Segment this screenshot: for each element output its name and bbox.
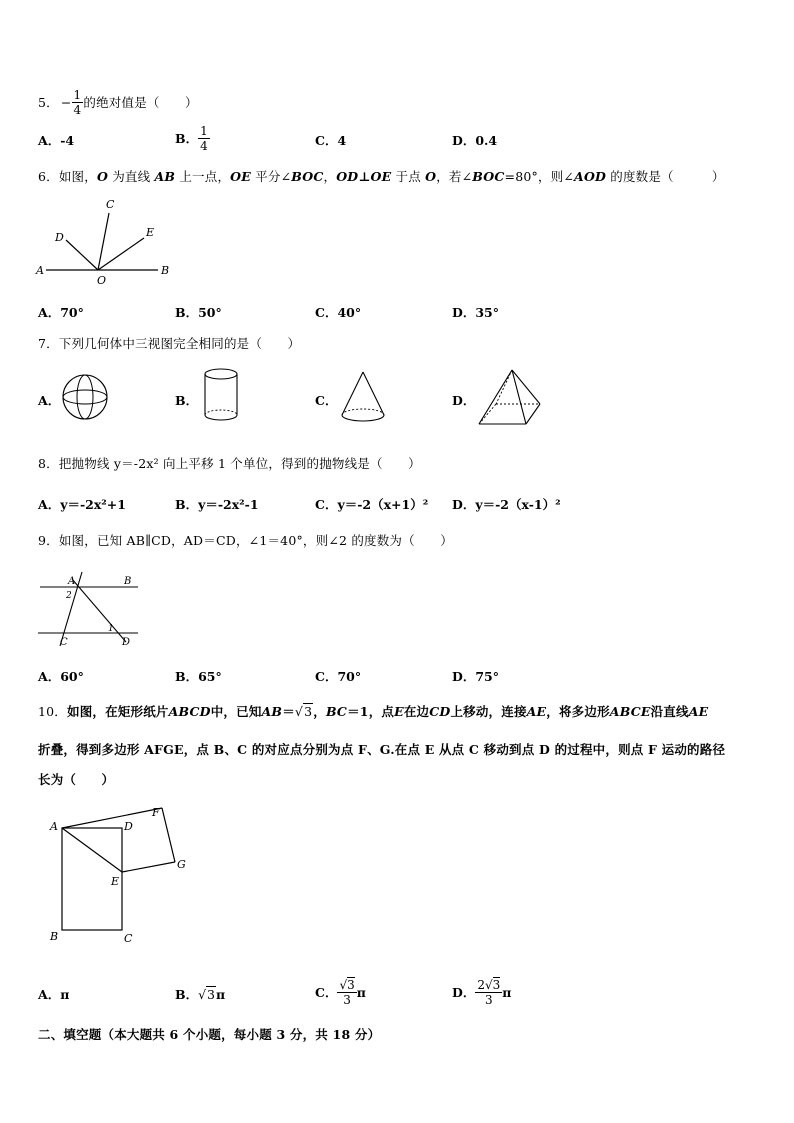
option-text: π	[216, 987, 226, 1002]
q7-stem	[38, 334, 300, 352]
q8-option-c[interactable]	[315, 495, 428, 513]
option-text: π	[60, 987, 70, 1002]
option-text: y＝-2（x-1）²	[475, 497, 561, 512]
label-d: D	[55, 231, 64, 244]
option-label: A．	[38, 133, 61, 148]
option-text: -4	[60, 133, 75, 148]
ray-oc	[98, 213, 109, 270]
q10-var: AE	[526, 703, 547, 719]
q6-var: OD⊥OE	[336, 169, 392, 184]
q5-stem	[38, 86, 198, 118]
q7-option-b[interactable]	[175, 391, 198, 409]
label-a: A	[68, 576, 76, 587]
option-label: B．	[175, 393, 199, 408]
q8-option-b[interactable]	[175, 495, 259, 513]
q5-fraction-denominator: 4	[73, 102, 82, 117]
q9-number: 9．	[38, 533, 59, 548]
q10-option-b[interactable]	[175, 985, 225, 1003]
q10-text: 沿直线	[650, 704, 689, 719]
section-2-title: 二、填空题（本大题共 6 个小题，每小题 3 分，共 18 分）	[38, 1027, 381, 1042]
q10-var: BC	[325, 703, 348, 719]
option-fraction	[337, 978, 356, 1007]
option-label: A．	[38, 669, 61, 684]
q5-fraction	[72, 88, 84, 117]
option-label: C．	[315, 305, 338, 320]
label-d: D	[122, 637, 131, 648]
option-text: 4	[337, 133, 347, 148]
q10-var: AB	[261, 703, 283, 719]
q6-text: =80°，则∠	[504, 169, 575, 184]
option-text: π	[356, 984, 366, 1000]
q9-option-b[interactable]	[175, 667, 222, 685]
option-label: A．	[38, 305, 61, 320]
fraction-numerator: 2√3	[477, 977, 501, 992]
q6-option-a[interactable]	[38, 303, 84, 321]
q6-text: 上一点，	[175, 169, 231, 184]
option-label: A．	[38, 393, 61, 408]
label-e: E	[146, 226, 155, 239]
q5-option-b[interactable]	[175, 120, 210, 156]
q10-var: E	[394, 703, 404, 719]
q10-text: ＝1，点	[347, 704, 395, 719]
label-b: B	[50, 930, 59, 943]
q6-var: OE	[230, 169, 251, 184]
q8-option-d[interactable]	[452, 495, 561, 513]
q10-var: AE	[688, 703, 709, 719]
q10-var: CD	[429, 703, 451, 719]
option-text: 50°	[198, 305, 222, 320]
q5-option-c[interactable]	[315, 131, 346, 149]
q10-var: ABCD	[168, 703, 211, 719]
q6-number: 6．	[38, 169, 59, 184]
q10-stem-line3: 长为（ ）	[38, 772, 115, 787]
q6-option-d[interactable]	[452, 303, 499, 321]
option-label: D．	[452, 497, 476, 512]
q9-option-c[interactable]	[315, 667, 361, 685]
q10-option-d[interactable]	[452, 971, 511, 1013]
q9-stem-text: 如图，已知 AB∥CD，AD＝CD，∠1＝40°，则∠2 的度数为（ ）	[58, 533, 453, 548]
q10-rectangle-fold-figure	[44, 800, 204, 950]
q5-negative-sign: −	[60, 94, 72, 110]
label-a: A	[50, 820, 58, 833]
q6-var: BOC	[472, 169, 505, 184]
segment-fg	[162, 808, 175, 862]
segment-ae	[62, 828, 122, 872]
sphere-icon	[60, 371, 110, 423]
q10-option-a[interactable]	[38, 985, 69, 1003]
option-text: y＝-2x²-1	[198, 497, 259, 512]
option-label: D．	[452, 305, 476, 320]
q6-text: 平分∠	[251, 169, 292, 184]
fraction-denominator: 3	[484, 992, 493, 1007]
q5-stem-text: 的绝对值是（ ）	[83, 95, 198, 110]
option-label: D．	[452, 133, 476, 148]
q5-option-a[interactable]	[38, 131, 74, 149]
q6-text: 为直线	[108, 169, 155, 184]
q6-text: 的度数是（ ）	[606, 169, 725, 184]
q6-text: ，若∠	[436, 169, 473, 184]
option-text: 70°	[337, 669, 362, 684]
option-label: B．	[175, 669, 199, 684]
segment-af	[62, 808, 162, 828]
q6-option-b[interactable]	[175, 303, 222, 321]
q6-var: AB	[154, 169, 176, 184]
segment-ge	[122, 862, 175, 872]
ray-od	[66, 240, 98, 270]
option-text: 70°	[60, 305, 84, 320]
q10-text: ＝	[282, 704, 295, 719]
label-e: E	[111, 875, 120, 888]
q6-text: 如图，	[58, 169, 97, 184]
option-text: 75°	[475, 669, 499, 684]
q9-stem	[38, 531, 453, 549]
q10-text: ，将多边形	[546, 704, 610, 719]
label-a: A	[36, 264, 44, 277]
cone-icon	[338, 369, 388, 425]
q10-stem-line2: 折叠，得到多边形 AFGE，点 B、C 的对应点分别为点 F、G.在点 E 从点 C 移动到点 D 的过程中，则点 F 运动的路径	[38, 742, 726, 757]
label-c: C	[124, 932, 133, 945]
option-label: D．	[452, 985, 476, 1000]
option-label: D．	[452, 393, 476, 408]
fraction-numerator: 1	[200, 123, 208, 138]
q7-option-a[interactable]	[38, 391, 60, 409]
option-label: A．	[38, 497, 61, 512]
q6-option-c[interactable]	[315, 303, 361, 321]
q10-var: ABCE	[609, 703, 651, 719]
cylinder-icon	[200, 366, 242, 424]
q10-text: ，	[313, 704, 326, 719]
q5-option-d[interactable]	[452, 131, 497, 149]
q6-var: AOD	[574, 169, 607, 184]
label-f: F	[152, 806, 160, 819]
q9-parallel-lines-figure	[30, 570, 145, 652]
option-fraction	[475, 978, 502, 1007]
label-2: 2	[66, 591, 72, 601]
option-text: 65°	[198, 669, 222, 684]
option-text: π	[502, 984, 512, 1000]
q6-var: O	[96, 169, 109, 184]
q10-text: 中，已知	[210, 704, 262, 719]
ray-oe	[98, 238, 144, 270]
fraction-denominator: 3	[343, 992, 351, 1007]
q6-text: ，	[323, 169, 337, 184]
q8-number: 8．	[38, 456, 59, 471]
option-text: 0.4	[475, 133, 498, 148]
q6-angle-figure	[30, 193, 180, 288]
q8-stem-text: 把抛物线 y＝-2x² 向上平移 1 个单位，得到的抛物线是（ ）	[58, 456, 421, 471]
option-text: 40°	[337, 305, 362, 320]
q10-number: 10．	[38, 704, 68, 719]
q5-option-b-fraction	[198, 124, 210, 153]
q10-text: 如图，在矩形纸片	[67, 704, 169, 719]
q7-option-c[interactable]	[315, 391, 337, 409]
sqrt-radicand: 3	[347, 977, 355, 992]
q10-sqrt: √3	[294, 703, 313, 719]
option-text: 35°	[475, 305, 499, 320]
option-label: B．	[175, 497, 199, 512]
q8-option-a[interactable]	[38, 495, 126, 513]
option-label: B．	[175, 987, 199, 1002]
q10-text: 在边	[403, 704, 430, 719]
q10-option-c[interactable]	[315, 971, 366, 1013]
q5-number: 5．	[38, 95, 59, 110]
fraction-numerator: √3	[339, 977, 355, 992]
option-label: B．	[175, 131, 199, 146]
label-1: 1	[108, 624, 114, 634]
option-sqrt: √3	[198, 987, 215, 1002]
q7-option-d[interactable]	[452, 391, 475, 409]
label-d: D	[124, 820, 133, 833]
option-text: y＝-2（x+1）²	[337, 497, 429, 512]
option-label: C．	[315, 393, 338, 408]
fraction-denominator: 4	[200, 138, 208, 153]
q9-option-d[interactable]	[452, 667, 499, 685]
q10-stem-line1	[38, 702, 708, 720]
label-b: B	[161, 264, 170, 277]
sqrt-radicand: 3	[304, 703, 313, 719]
option-label: D．	[452, 669, 476, 684]
q6-text: 于点	[391, 169, 426, 184]
option-label: C．	[315, 133, 338, 148]
q7-number: 7．	[38, 336, 59, 351]
option-label: A．	[38, 987, 61, 1002]
q5-fraction-numerator: 1	[73, 87, 82, 102]
q6-var: O	[425, 169, 437, 184]
option-label: C．	[315, 497, 338, 512]
label-o: O	[97, 274, 107, 287]
q10-text: 上移动，连接	[450, 704, 527, 719]
option-label: C．	[315, 669, 338, 684]
q8-stem	[38, 454, 421, 472]
q6-var: BOC	[291, 169, 324, 184]
label-c: C	[60, 637, 68, 648]
option-text: 60°	[60, 669, 84, 684]
sqrt-radicand: 3	[492, 977, 501, 992]
q7-stem-text: 下列几何体中三视图完全相同的是（ ）	[58, 336, 301, 351]
q6-stem	[38, 167, 725, 185]
option-text: y＝-2x²+1	[60, 497, 126, 512]
option-label: C．	[315, 985, 338, 1000]
fraction-coefficient: 2	[477, 977, 485, 992]
pyramid-icon	[476, 366, 546, 430]
label-b: B	[124, 576, 132, 587]
q9-option-a[interactable]	[38, 667, 84, 685]
label-g: G	[177, 858, 186, 871]
option-label: B．	[175, 305, 199, 320]
label-c: C	[106, 198, 115, 211]
sqrt-radicand: 3	[207, 987, 215, 1002]
